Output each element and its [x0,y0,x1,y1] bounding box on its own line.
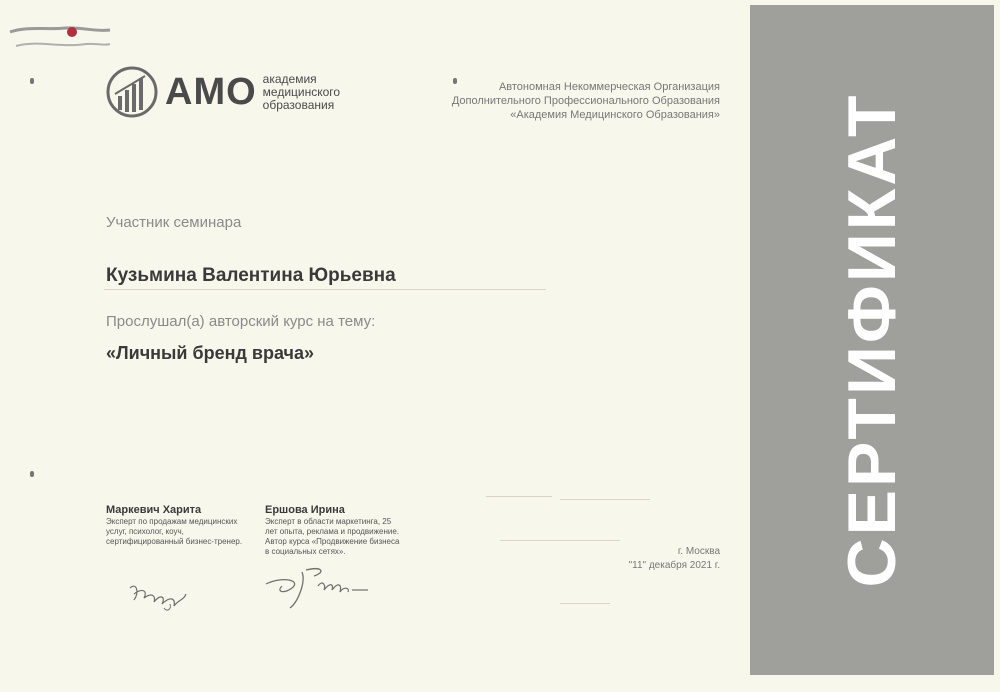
faint-line-divider [560,603,610,604]
logo-full-name: академия медицинского образования [262,71,341,112]
organization-name [390,80,720,122]
signer-name: Ершова Ирина [265,504,345,516]
organization-line: Автономная Некоммерческая Организация [498,81,720,93]
logo-abbreviation: АМО [165,71,257,113]
certificate-title: СЕРТИФИКАТ [834,92,910,588]
issue-city: г. Москва [677,546,720,557]
certificate-title-band [750,5,994,675]
faint-line-divider [560,499,650,500]
punch-mark [453,78,457,84]
corner-handwritten-mark [6,18,114,52]
signature-2-image [262,562,372,612]
signer-block [265,505,405,557]
signer-description: Эксперт в области маркетинга, 25 лет опыта, реклама и продвижение. Автор курса «Продвижение бизнеса в социальных сетях». [265,517,400,556]
signer-description: Эксперт по продажам медицинских услуг, психолог, коуч, сертифицированный бизнес-тренер. [106,517,243,546]
name-underline-divider [104,289,546,290]
issue-date: "11" декабря 2021 г. [628,560,720,571]
participant-label: Участник семинара [106,214,242,231]
punch-mark [30,78,34,84]
course-title: «Личный бренд врача» [106,343,314,363]
organization-line: «Академия Медицинского Образования» [510,109,720,121]
punch-mark [30,471,34,477]
academy-logo [105,66,355,118]
signer-block [106,505,251,547]
logo-emblem-icon [105,66,159,118]
faint-line-divider [500,540,620,541]
participant-name: Кузьмина Валентина Юрьевна [106,265,396,286]
course-label: Прослушал(а) авторский курс на тему: [106,313,376,330]
signature-1-image [126,578,196,612]
organization-line: Дополнительного Профессионального Образования [451,95,720,107]
faint-line-divider [486,496,552,497]
signer-name: Маркевич Харита [106,504,202,516]
